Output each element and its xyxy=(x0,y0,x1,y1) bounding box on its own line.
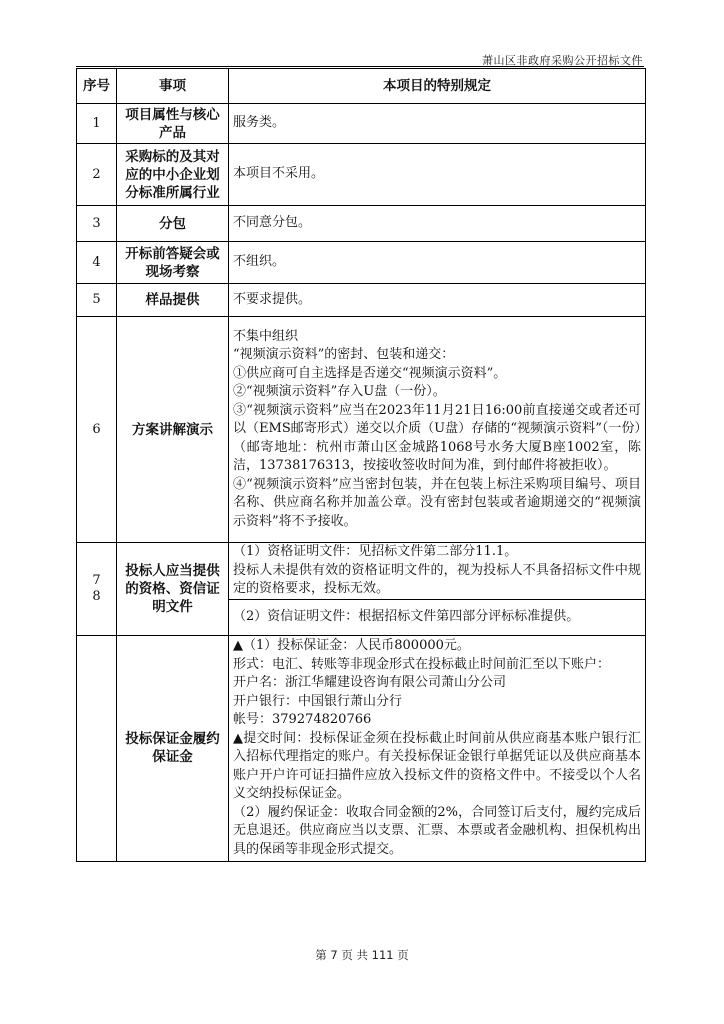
row-item: 分包 xyxy=(117,206,229,242)
row-item: 采购标的及其对应的中小企业划分标准所属行业 xyxy=(117,144,229,206)
row-content xyxy=(229,206,646,242)
content-line: 形式：电汇、转账等非现金形式在投标截止时间前汇至以下账户： xyxy=(233,656,611,672)
content-line: 帐号：379274820766 xyxy=(233,712,372,727)
row-content xyxy=(229,635,646,861)
row-number: 4 xyxy=(77,242,117,284)
content-line: 不组织。 xyxy=(233,254,286,270)
content-line: ④“视频演示资料”应当密封包装，并在包装上标注采购项目编号、项目名称、供应商名称并加盖公章。没有密封包装或者逾期递交的“视频演示资料”将不予接收。 xyxy=(233,476,641,529)
row-item: 开标前答疑会或现场考察 xyxy=(117,242,229,284)
row-number: 2 xyxy=(77,144,117,206)
table-row xyxy=(77,543,646,600)
table-row xyxy=(77,635,646,861)
row-number xyxy=(77,635,117,861)
table-row xyxy=(77,284,646,317)
header-rule xyxy=(76,66,644,67)
content-line: “视频演示资料”的密封、包装和递交： xyxy=(233,347,455,363)
content-line: 不集中组织 xyxy=(233,328,299,344)
table-row xyxy=(77,144,646,206)
content-line: 不要求提供。 xyxy=(233,291,312,307)
row-number-bottom: 8 xyxy=(92,588,101,604)
row-content xyxy=(229,543,646,600)
special-provisions-table xyxy=(76,68,646,862)
content-line: ②“视频演示资料”存入U盘（一份）。 xyxy=(233,384,446,400)
row-number: 5 xyxy=(77,284,117,317)
row-item: 方案讲解演示 xyxy=(117,317,229,543)
content-line: （2）资信证明文件：根据招标文件第四部分评标标准提供。 xyxy=(233,608,580,624)
row-number: 3 xyxy=(77,206,117,242)
row-number: 6 xyxy=(77,317,117,543)
row-number: 1 xyxy=(77,104,117,144)
table-row xyxy=(77,317,646,543)
column-header-rule: 本项目的特别规定 xyxy=(229,69,646,104)
column-header-item: 事项 xyxy=(117,69,229,104)
content-line: （1）资格证明文件：见招标文件第二部分11.1。 xyxy=(233,544,518,559)
content-line: ▲提交时间：投标保证金须在投标截止时间前从供应商基本账户银行汇入招标代理指定的账户。有关投标保证金银行单据凭证以及供应商基本账户开户许可证扫描件应放入投标文件的资格文件中。不接受以个人名义交纳投标保证金。 xyxy=(233,730,641,801)
column-header-no: 序号 xyxy=(77,69,117,104)
row-item: 投标保证金履约保证金 xyxy=(117,635,229,861)
content-line: 开户名：浙江华耀建设咨询有限公司萧山分公司 xyxy=(233,675,507,690)
content-line: 投标人未提供有效的资格证明文件的，视为投标人不具备招标文件中规定的资格要求，投标无效。 xyxy=(233,562,641,596)
content-line: （2）履约保证金：收取合同金额的2%，合同签订后支付，履约完成后无息退还。供应商应当以支票、汇票、本票或者金融机构、担保机构出具的保函等非现金形式提交。 xyxy=(233,804,641,857)
content-line: ③“视频演示资料”应当在2023年11月21日16:00前直接递交或者还可以（EMS邮寄形式）递交以介质（U盘）存储的“视频演示资料”（一份）（邮寄地址：杭州市萧山区金城路1068号水务大厦B座1002室，陈洁，13738176313，按接收签收时间为准，到付邮件将被拒收）。 xyxy=(233,402,641,474)
row-number xyxy=(77,543,117,636)
content-line: ▲（1）投标保证金：人民币800000元。 xyxy=(233,638,470,653)
content-line: 本项目不采用。 xyxy=(233,166,325,182)
page-footer: 第 7 页 共 111 页 xyxy=(315,948,409,962)
row-content xyxy=(229,284,646,317)
table-row xyxy=(77,242,646,284)
document-header: 萧山区非政府采购公开招标文件 xyxy=(482,54,643,67)
row-content xyxy=(229,242,646,284)
row-content xyxy=(229,144,646,206)
table-row xyxy=(77,206,646,242)
table-row xyxy=(77,104,646,144)
table-header-row xyxy=(77,69,646,104)
content-line: 开户银行：中国银行萧山分行 xyxy=(233,693,403,709)
row-item: 投标人应当提供的资格、资信证明文件 xyxy=(117,543,229,636)
row-item: 项目属性与核心产品 xyxy=(117,104,229,144)
content-line: 服务类。 xyxy=(233,115,286,131)
row-content xyxy=(229,317,646,543)
row-item: 样品提供 xyxy=(117,284,229,317)
content-line: ①供应商可自主选择是否递交“视频演示资料”。 xyxy=(233,365,507,381)
row-content xyxy=(229,599,646,635)
row-number-top: 7 xyxy=(92,572,101,588)
content-line: 不同意分包。 xyxy=(233,215,312,231)
row-content xyxy=(229,104,646,144)
